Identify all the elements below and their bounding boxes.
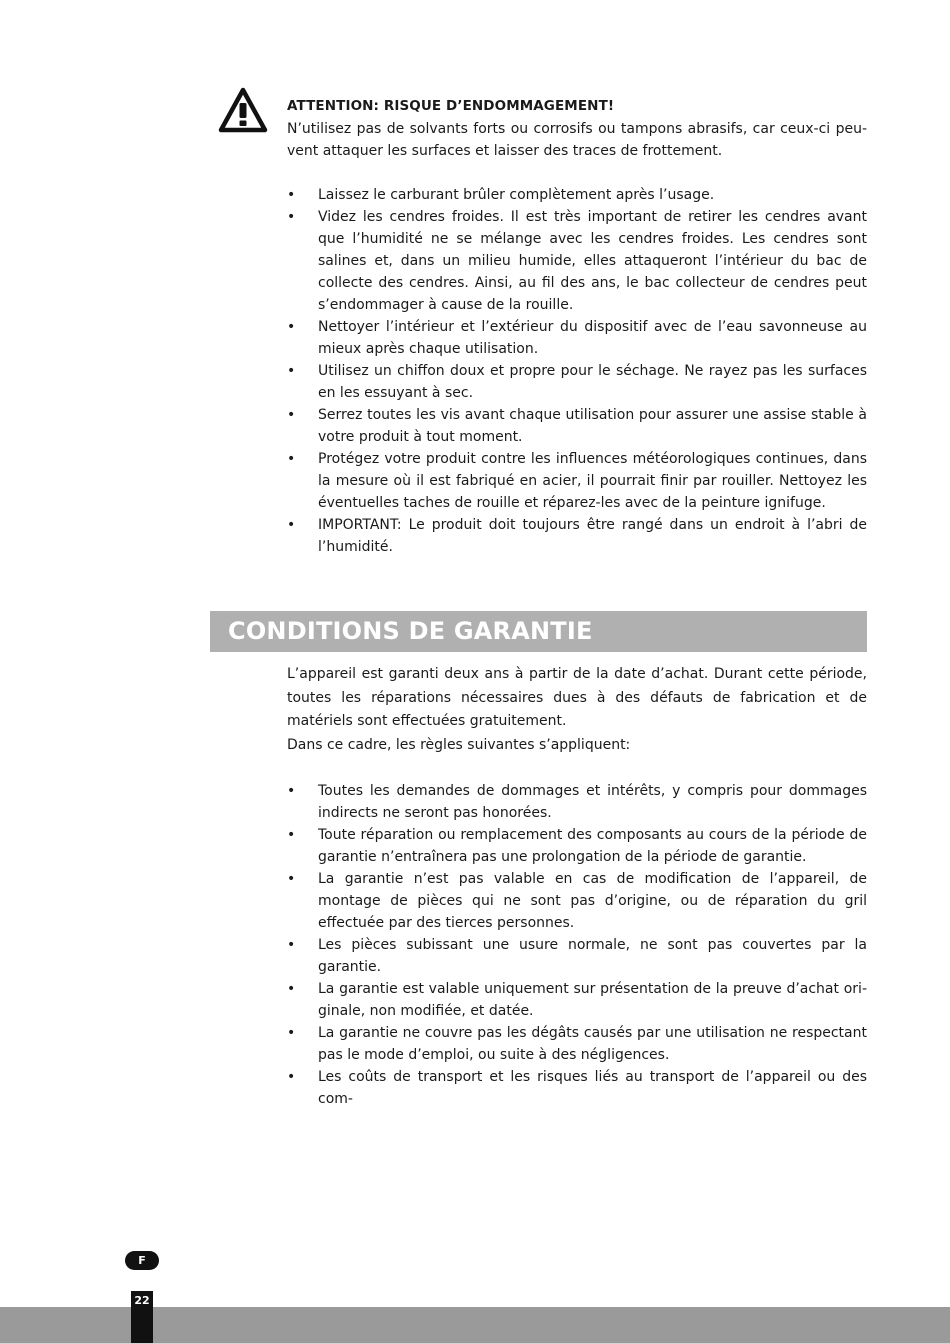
- bullet: •: [287, 783, 296, 799]
- warning-text: N’utilisez pas de solvants forts ou corrosifs ou tampons abrasifs, car ceux-ci peu-vent attaquer les surfaces et laisser des traces de frottement.: [287, 121, 867, 159]
- list-item: • Utilisez un chiffon doux et propre pour le séchage. Ne rayez pas les surfaces en les essuyant à sec.: [287, 360, 867, 404]
- bullet: •: [287, 1069, 296, 1085]
- care-instructions-list: [287, 184, 867, 558]
- warranty-intro: L’appareil est garanti deux ans à partir de la date d’achat. Durant cette période, toutes les réparations nécessaires dues à des défauts de fabrication et de matériels sont effectuées gratuitement.: [287, 666, 867, 729]
- list-item: • La garantie n’est pas valable en cas de modification de l’appareil, de montage de pièces qui ne sont pas d’origine, ou de réparation du gril effectuée par des tierces personnes.: [287, 868, 867, 934]
- list-item: • Protégez votre produit contre les influences météorologiques continues, dans la mesure où il est fabriqué en acier, il pourrait finir par rouiller. Nettoyez les éventuelles taches de rouille et réparez-les avec de la peinture ignifuge.: [287, 448, 867, 514]
- bullet: •: [287, 937, 296, 953]
- list-item: • Toutes les demandes de dommages et intérêts, y compris pour dommages indirects ne seront pas honorées.: [287, 780, 867, 824]
- bullet: •: [287, 871, 296, 887]
- list-item: • IMPORTANT: Le produit doit toujours être rangé dans un endroit à l’abri de l’humidité.: [287, 514, 867, 558]
- warranty-rules-list: [287, 780, 867, 1110]
- bullet: •: [287, 827, 296, 843]
- list-item: • Laissez le carburant brûler complètement après l’usage.: [287, 184, 867, 206]
- list-item: • Les pièces subissant une usure normale, ne sont pas couvertes par la garantie.: [287, 934, 867, 978]
- page-number: 22: [134, 1294, 150, 1307]
- bullet: •: [287, 517, 296, 533]
- list-item: • La garantie ne couvre pas les dégâts causés par une utilisation ne respectant pas le mode d’emploi, ou suite à des négligences.: [287, 1022, 867, 1066]
- list-item: • Nettoyer l’intérieur et l’extérieur du dispositif avec de l’eau savonneuse au mieux après chaque utilisation.: [287, 316, 867, 360]
- list-item: • Toute réparation ou remplacement des composants au cours de la période de garantie n’entraînera pas une prolongation de la période de garantie.: [287, 824, 867, 868]
- bullet: •: [287, 209, 296, 225]
- section-title: CONDITIONS DE GARANTIE: [228, 617, 593, 645]
- list-item: • Videz les cendres froides. Il est très important de retirer les cendres avant que l’humidité ne se mélange avec les cendres froides. Les cendres sont salines et, dans un milieu humide, elles attaqueront l’intérieur du bac de collecte des cendres. Ainsi, au fil des ans, le bac collecteur de cendres peut s’endommager à cause de la rouille.: [287, 206, 867, 316]
- list-item: • La garantie est valable uniquement sur présentation de la preuve d’achat ori-ginale, non modifiée, et datée.: [287, 978, 867, 1022]
- bullet: •: [287, 363, 296, 379]
- bullet: •: [287, 319, 296, 335]
- language-badge: F: [125, 1251, 159, 1270]
- warning-title: ATTENTION: RISQUE D’ENDOMMAGEMENT!: [287, 98, 615, 114]
- bullet: •: [287, 981, 296, 997]
- list-item: • Serrez toutes les vis avant chaque utilisation pour assurer une assise stable à votre produit à tout moment.: [287, 404, 867, 448]
- list-item: • Les coûts de transport et les risques liés au transport de l’appareil ou des com-: [287, 1066, 867, 1110]
- bullet: •: [287, 407, 296, 423]
- bullet: •: [287, 187, 296, 203]
- warranty-intro-rules: Dans ce cadre, les règles suivantes s’appliquent:: [287, 737, 631, 753]
- section-header-bar: [210, 611, 867, 652]
- bullet: •: [287, 1025, 296, 1041]
- warning-triangle-icon: [218, 87, 268, 133]
- bullet: •: [287, 451, 296, 467]
